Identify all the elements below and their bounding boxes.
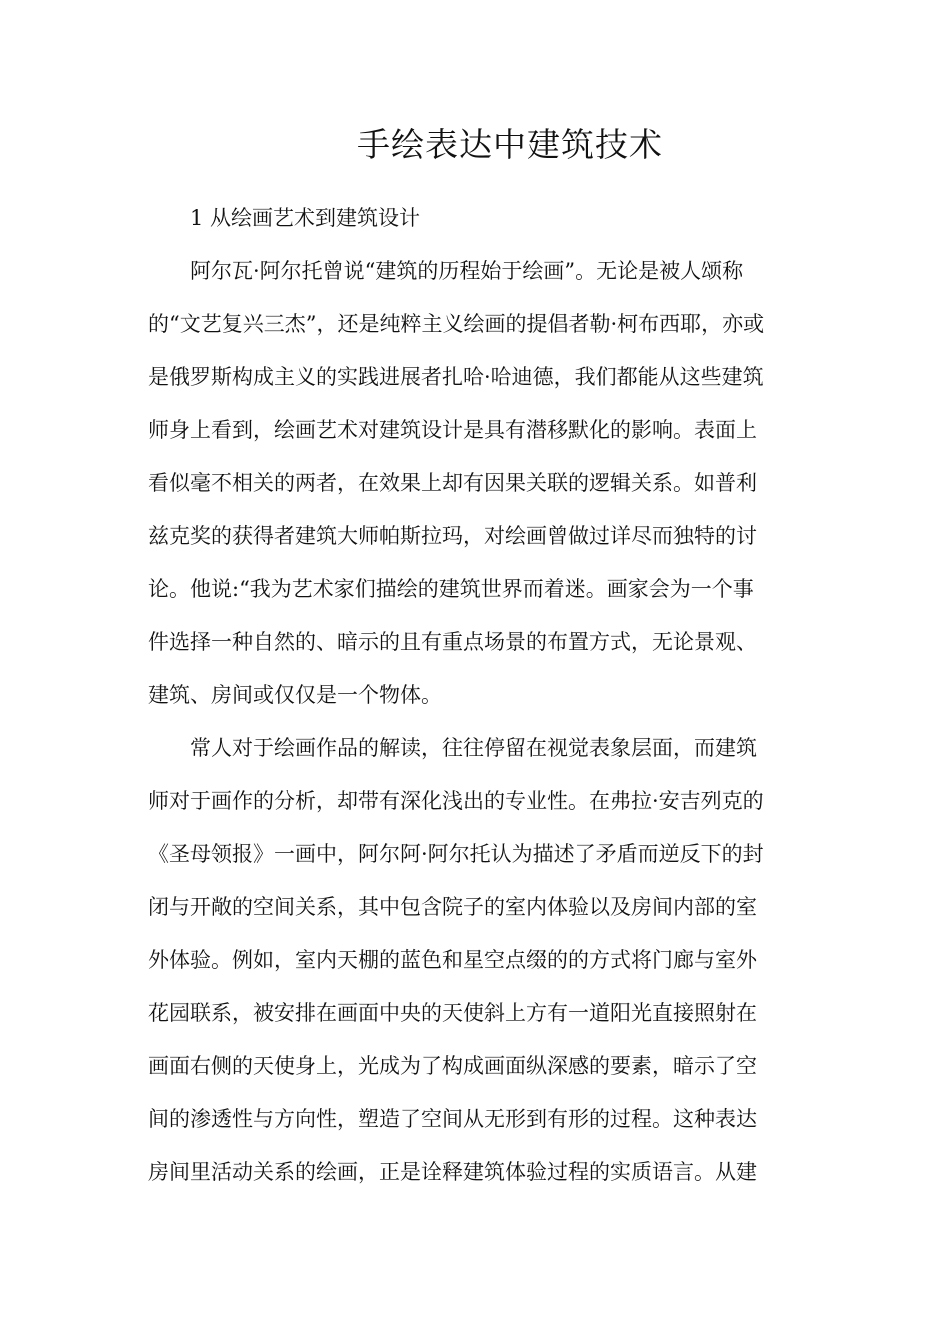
text-line: 1 从绘画艺术到建筑设计	[190, 206, 421, 230]
text-line: 师身上看到，绘画艺术对建筑设计是具有潜移默化的影响。表面上	[148, 418, 757, 442]
text-line: 师对于画作的分析，却带有深化浅出的专业性。在弗拉·安吉列克的	[148, 789, 764, 813]
text-line: 阿尔瓦·阿尔托曾说“建筑的历程始于绘画”。无论是被人颂称	[190, 259, 744, 283]
text-line: 是俄罗斯构成主义的实践进展者扎哈·哈迪德，我们都能从这些建筑	[148, 365, 764, 389]
document-title: 手绘表达中建筑技术	[357, 125, 663, 164]
document-body	[148, 192, 808, 1199]
text-line: 论。他说:“我为艺术家们描绘的建筑世界而着迷。画家会为一个事	[148, 577, 754, 601]
text-line: 房间里活动关系的绘画，正是诠释建筑体验过程的实质语言。从建	[148, 1160, 757, 1184]
text-line: 闭与开敞的空间关系，其中包含院子的室内体验以及房间内部的室	[148, 895, 757, 919]
text-line: 看似毫不相关的两者，在效果上却有因果关联的逻辑关系。如普利	[148, 471, 757, 495]
text-line: 的“文艺复兴三杰”，还是纯粹主义绘画的提倡者勒·柯布西耶，亦或	[148, 312, 765, 336]
text-line: 外体验。例如，室内天棚的蓝色和星空点缀的的方式将门廊与室外	[148, 948, 757, 972]
text-line: 《圣母领报》一画中，阿尔阿·阿尔托认为描述了矛盾而逆反下的封	[148, 842, 764, 866]
text-line: 建筑、房间或仅仅是一个物体。	[148, 683, 442, 707]
text-line: 间的渗透性与方向性，塑造了空间从无形到有形的过程。这种表达	[148, 1107, 757, 1131]
text-line: 常人对于绘画作品的解读，往往停留在视觉表象层面，而建筑	[190, 736, 757, 760]
text-line: 画面右侧的天使身上，光成为了构成画面纵深感的要素，暗示了空	[148, 1054, 757, 1078]
text-line: 兹克奖的获得者建筑大师帕斯拉玛，对绘画曾做过详尽而独特的讨	[148, 524, 757, 548]
text-line: 件选择一种自然的、暗示的且有重点场景的布置方式，无论景观、	[148, 630, 757, 654]
text-line: 花园联系，被安排在画面中央的天使斜上方有一道阳光直接照射在	[148, 1001, 757, 1025]
